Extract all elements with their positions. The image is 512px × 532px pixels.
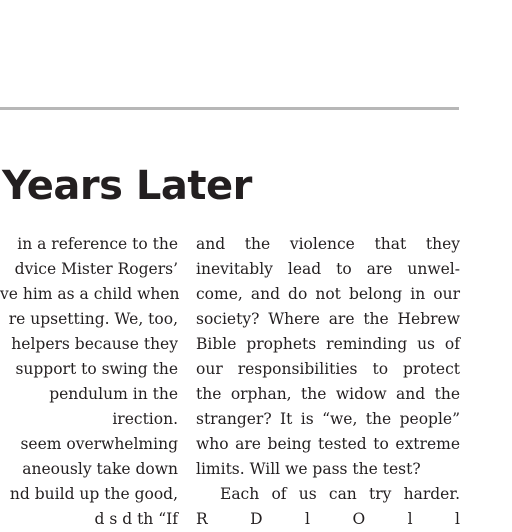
section-divider-rule (0, 107, 459, 110)
text-line: and the violence that they (196, 235, 460, 253)
text-line: come, and do not belong in our (196, 285, 460, 303)
body-column-left (0, 232, 178, 532)
text-line: our responsibilities to protect (196, 360, 460, 378)
article-headline: Years Later (2, 163, 252, 209)
text-line: re upsetting. We, too, (8, 310, 178, 328)
text-line: inevitably lead to are unwel- (196, 260, 460, 278)
text-line: helpers because they (11, 335, 178, 353)
text-line: who are being tested to extreme (196, 435, 460, 453)
text-line: R D l O l l (196, 510, 460, 528)
text-line: limits. Will we pass the test? (196, 460, 421, 478)
paragraph-first-line: Each of us can try harder. (220, 485, 460, 503)
text-line: dvice Mister Rogers’ (14, 260, 178, 278)
text-line: aneously take down (22, 460, 178, 478)
text-line: irection. (112, 410, 178, 428)
body-column-right (196, 232, 460, 532)
text-line: pendulum in the (49, 385, 178, 403)
text-line: d s d th “If (94, 510, 178, 528)
text-line: in a reference to the (17, 235, 178, 253)
text-line: society? Where are the Hebrew (196, 310, 460, 328)
text-line: nd build up the good, (9, 485, 178, 503)
text-line: seem overwhelming (20, 435, 178, 453)
text-line: the orphan, the widow and the (196, 385, 460, 403)
text-line: support to swing the (15, 360, 178, 378)
text-line: Bible prophets reminding us of (196, 335, 460, 353)
text-line: stranger? It is “we, the people” (196, 410, 460, 428)
text-line: ve him as a child when (0, 285, 180, 303)
